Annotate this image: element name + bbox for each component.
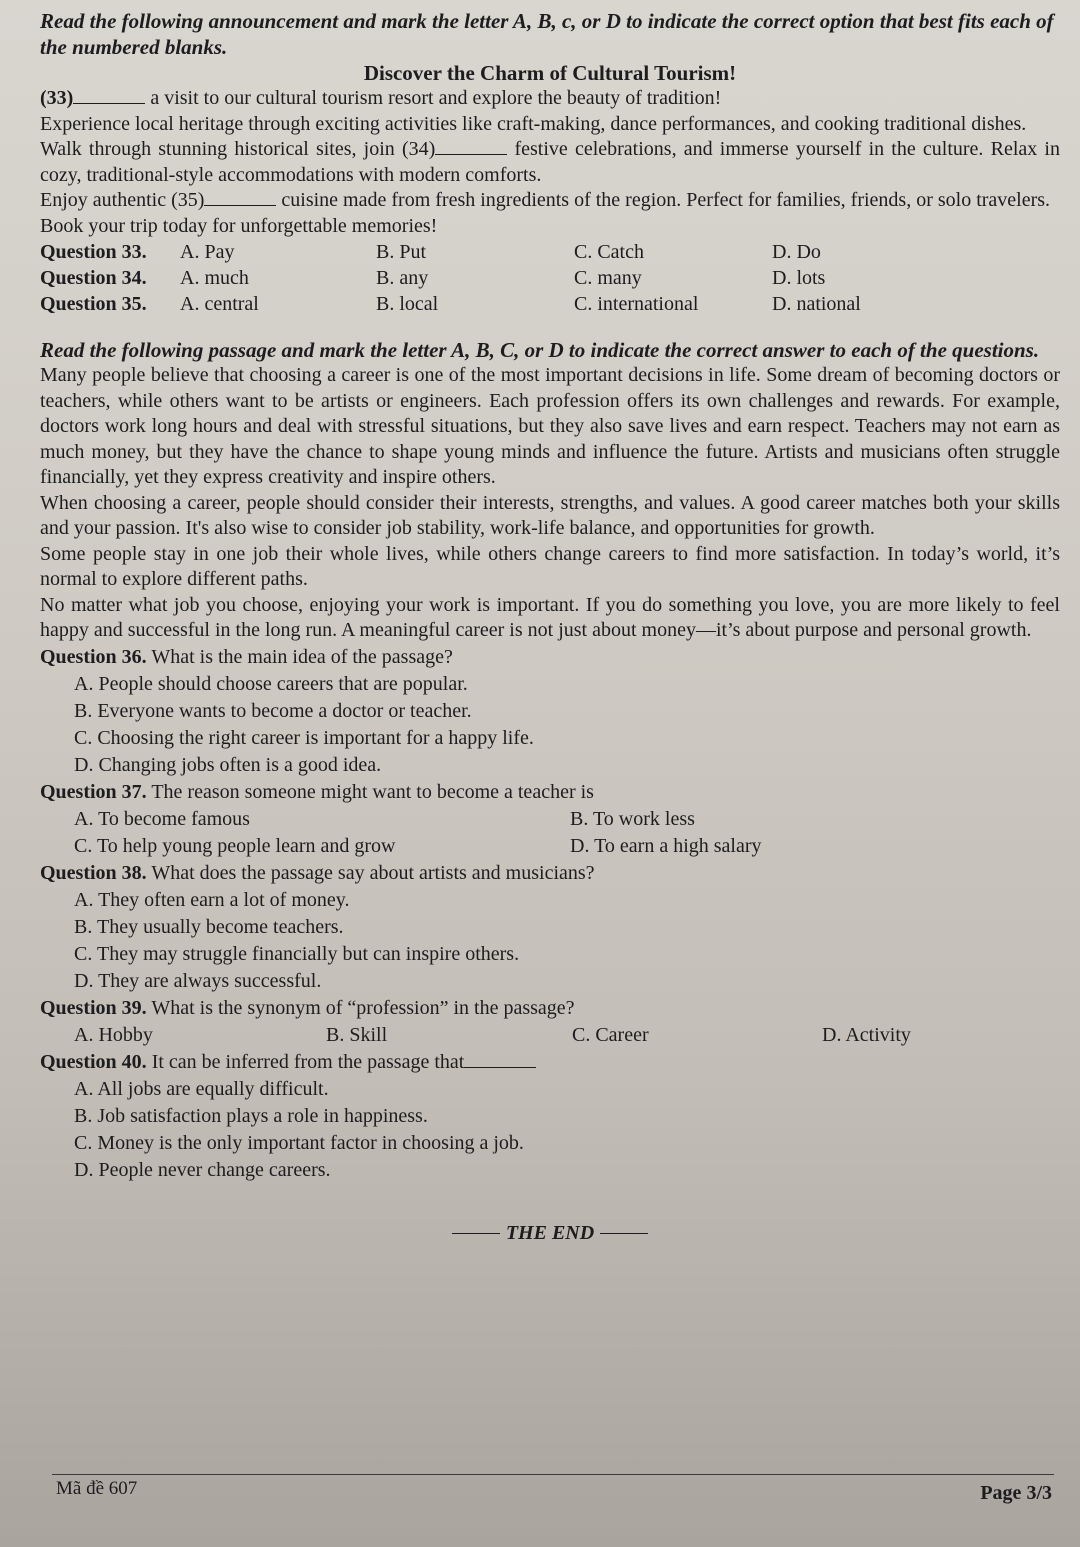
option-d: D. lots [772,267,826,289]
blank-34 [435,138,507,155]
option-d: D. national [772,293,861,315]
question-label: Question 33. [40,241,147,263]
blank-35 [204,189,276,206]
option-c: C. Money is the only important factor in choosing a job. [74,1131,524,1154]
question-label: Question 38. [40,861,147,884]
option-d: D. Do [772,241,821,263]
option-b: B. local [376,293,439,315]
option-d: D. They are always successful. [74,969,322,992]
question-40 [40,1049,1060,1076]
announcement-para-3 [40,137,1060,188]
option-a: A. central [180,293,259,315]
option-c: C. many [574,267,642,289]
blank-40 [464,1051,536,1068]
option-b: B. Job satisfaction plays a role in happiness. [74,1104,428,1127]
option-c: C. international [574,293,699,315]
option-a: A. Hobby [74,1023,153,1046]
announcement-para-5: Book your trip today for unforgettable memories! [40,214,438,237]
option-b: B. any [376,267,429,289]
question-label: Question 34. [40,267,147,289]
passage-para-4: No matter what job you choose, enjoying your work is important. If you do something you love, you are more likely to feel happy and successful in the long run. A meaningful career is not just about money—it’s about purpose and personal growth. [40,593,1060,641]
option-a: A. Pay [180,241,235,263]
question-33 [40,239,1060,265]
question-39-options [74,1022,1060,1049]
option-d: D. To earn a high salary [570,834,762,857]
question-36-options [74,671,1060,779]
option-b: B. They usually become teachers. [74,915,344,938]
question-37 [40,779,1060,806]
option-a: A. All jobs are equally difficult. [74,1077,329,1100]
question-38-options [74,887,1060,995]
question-35 [40,291,1060,317]
option-c: C. They may struggle financially but can inspire others. [74,942,520,965]
blank-33-label: (33) [40,87,74,109]
blank-33 [73,87,145,104]
page-number: Page 3/3 [980,1482,1052,1504]
question-text: What is the main idea of the passage? [146,645,453,668]
passage-para-2: When choosing a career, people should consider their interests, strengths, and values. A good career matches both your skills and your passion. It's also wise to consider job stability, work-life balance, and opportunities for growth. [40,491,1060,539]
question-text: The reason someone might want to become a teacher is [146,780,594,803]
question-text: What does the passage say about artists and musicians? [146,861,595,884]
exam-code: Mã đề 607 [56,1478,138,1499]
announcement-para-1-text: a visit to our cultural tourism resort and explore the beauty of tradition! [145,87,722,109]
announcement-para-4-start: Enjoy authentic (35) [40,189,205,211]
question-text: It can be inferred from the passage that [146,1050,465,1073]
option-c: C. Choosing the right career is important for a happy life. [74,726,534,749]
question-label: Question 39. [40,996,147,1019]
question-label: Question 35. [40,293,147,315]
question-text: What is the synonym of “profession” in the passage? [146,996,575,1019]
announcement-para-4-end: cuisine made from fresh ingredients of the region. Perfect for families, friends, or solo travelers. [276,189,1051,211]
passage-para-1: Many people believe that choosing a career is one of the most important decisions in life. Some dream of becoming doctors or teachers, while others want to be artists or engineers. Each profession offers its own challenges and rewards. For example, doctors work long hours and deal with stressful situations, but they also save lives and earn respect. Teachers may not earn as much money, but they have the chance to shape young minds and influence the future. Artists and musicians often struggle financially, yet they express creativity and inspire others. [40,364,1060,488]
announcement-para-2: Experience local heritage through exciting activities like craft-making, dance performances, and cooking traditional dishes. [40,112,1027,135]
announcement-para-1 [40,86,1060,112]
option-d: D. Activity [822,1023,911,1046]
option-a: A. People should choose careers that are popular. [74,672,468,695]
the-end-marker [40,1222,1060,1245]
option-d: D. Changing jobs often is a good idea. [74,753,382,776]
question-label: Question 37. [40,780,147,803]
announcement-title: Discover the Charm of Cultural Tourism! [363,61,737,85]
announcement-para-3-start: Walk through stunning historical sites, join (34) [40,138,436,160]
question-34 [40,265,1060,291]
question-36 [40,644,1060,671]
footer-divider [52,1474,1054,1475]
option-c: C. Catch [574,241,644,263]
question-37-options [74,806,1060,860]
option-b: B. To work less [570,807,695,830]
option-a: A. much [180,267,249,289]
question-39 [40,995,1060,1022]
announcement-para-4 [40,188,1060,214]
passage-para-3: Some people stay in one job their whole lives, while others change careers to find more satisfaction. In today’s world, it’s normal to explore different paths. [40,542,1060,590]
option-a: A. They often earn a lot of money. [74,888,350,911]
announcement-para-3-end: festive celebrations, and immerse yourself in the culture. Relax in cozy, traditional-style accommodations with modern comforts. [40,138,1060,186]
section1-instruction: Read the following announcement and mark the letter A, B, c, or D to indicate the correct option that best fits each of the numbered blanks. [40,9,1054,59]
option-b: B. Everyone wants to become a doctor or teacher. [74,699,472,722]
option-b: B. Skill [326,1023,388,1046]
the-end-text: THE END [505,1221,595,1244]
question-38 [40,860,1060,887]
option-a: A. To become famous [74,807,250,830]
section2-instruction: Read the following passage and mark the letter A, B, C, or D to indicate the correct answer to each of the questions. [40,338,1040,362]
option-d: D. People never change careers. [74,1158,331,1181]
exam-page [40,8,1060,1245]
option-b: B. Put [376,241,427,263]
question-label: Question 40. [40,1050,147,1073]
option-c: C. To help young people learn and grow [74,834,396,857]
question-label: Question 36. [40,645,147,668]
question-40-options [74,1076,1060,1184]
option-c: C. Career [572,1023,649,1046]
